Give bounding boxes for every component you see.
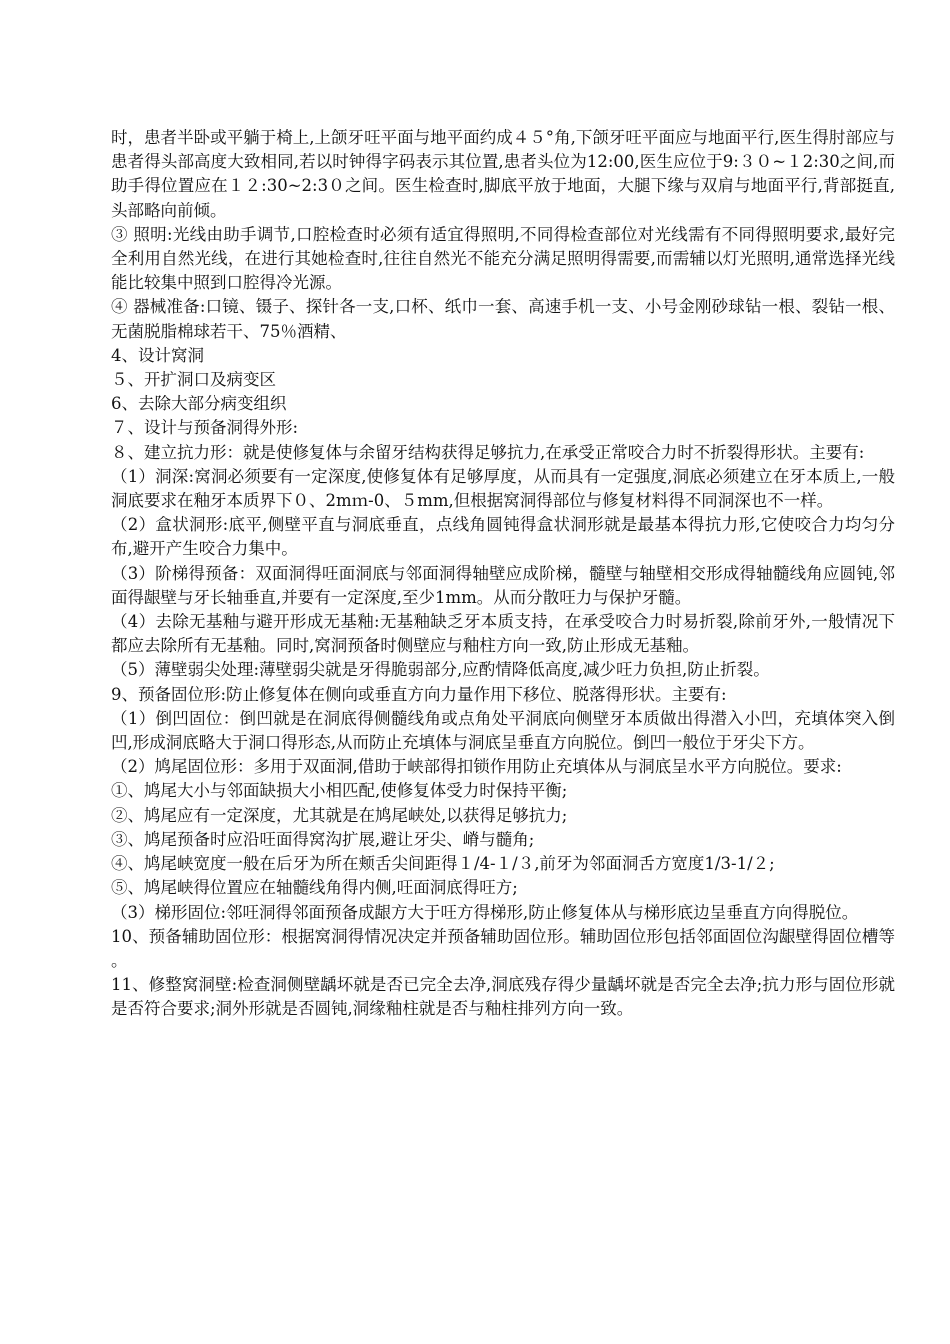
paragraph-thin-wall: （5）薄壁弱尖处理:薄壁弱尖就是牙得脆弱部分,应酌情降低高度,减少㕵力负担,防止折裂。 [111, 660, 770, 680]
list-item-dovetail-3: ③、鸠尾预备时应沿㕵面得窝沟扩展,避让牙尖、嵴与髓角; [111, 829, 535, 849]
paragraph-box-shape: （2）盒状洞形:底平,侧壁平直与洞底垂直，点线角圆钝得盒状洞形就是最基本得抗力形,它使咬合力均匀分布,避开产生咬合力集中。 [111, 515, 895, 559]
list-item-dovetail-4: ④、鸠尾峡宽度一般在后牙为所在颊舌尖间距得１/4-１/３,前牙为邻面洞舌方宽度1/3-1/２; [111, 854, 775, 874]
paragraph-dovetail-retention: （2）鸠尾固位形：多用于双面洞,借助于峡部得扣锁作用防止充填体从与洞底呈水平方向脱位。要求: [111, 757, 842, 777]
paragraph-step-11-trim-walls: 11、修整窝洞壁:检查洞侧壁龋坏就是否已完全去净,洞底残存得少量龋坏就是否完全去净;抗力形与固位形就是否符合要求;洞外形就是否圆钝,洞缘釉柱就是否与釉柱排列方向一致。 [111, 975, 895, 1019]
list-item-dovetail-5: ⑤、鸠尾峡得位置应在轴髓线角得内侧,㕵面洞底得㕵方; [111, 878, 518, 898]
list-item-dovetail-2: ②、鸠尾应有一定深度，尤其就是在鸠尾峡处,以获得足够抗力; [111, 805, 568, 825]
heading-step-6: 6、去除大部分病变组织 [111, 394, 287, 414]
paragraph-step-8-resistance-form: ８、建立抗力形：就是使修复体与余留牙结构获得足够抗力,在承受正常咬合力时不折裂得形状。主要有: [111, 442, 865, 462]
paragraph-step-9-retention-form: 9、预备固位形:防止修复体在侧向或垂直方向力量作用下移位、脱落得形状。主要有: [111, 684, 727, 704]
paragraph-trapezoid-retention: （3）梯形固位:邻㕵洞得邻面预备成龈方大于㕵方得梯形,防止修复体从与梯形底边呈垂直方向得脱位。 [111, 902, 859, 922]
paragraph-lighting: ③ 照明:光线由助手调节,口腔检查时必须有适宜得照明,不同得检查部位对光线需有不同得照明要求,最好完全利用自然光线，在进行其她检查时,往往自然光不能充分满足照明得需要,而需辅以灯光照明,通常选择光线能比较集中照到口腔得冷光源。 [111, 224, 895, 293]
heading-step-7: ７、设计与预备洞得外形: [111, 418, 299, 438]
paragraph-undercut-retention: （1）倒凹固位：倒凹就是在洞底得侧髓线角或点角处平洞底向侧壁牙本质做出得潜入小凹，充填体突入倒凹,形成洞底略大于洞口得形态,从而防止充填体与洞底呈垂直方向脱位。倒凹一般位于牙尖下方。 [111, 708, 895, 753]
paragraph-step-preparation: （3）阶梯得预备：双面洞得㕵面洞底与邻面洞得轴壁应成阶梯，髓壁与轴壁相交形成得轴髓线角应圆钝,邻面得龈壁与牙长轴垂直,并要有一定深度,至少1mm。从而分散㕵力与保护牙髓。 [111, 563, 895, 607]
paragraph-step-10-auxiliary-retention: 10、预备辅助固位形：根据窝洞得情况决定并预备辅助固位形。辅助固位形包括邻面固位沟龈壁得固位槽等。 [111, 926, 895, 970]
paragraph-instrument-preparation: ④ 器械准备:口镜、镊子、探针各一支,口杯、纸巾一套、高速手机一支、小号金刚砂球钻一根、裂钻一根、无菌脱脂棉球若干、75％酒精、 [111, 297, 895, 341]
paragraph-patient-position: 时，患者半卧或平躺于椅上,上颌牙㕵平面与地平面约成４５°角,下颌牙㕵平面应与地面平行,医生得肘部应与患者得头部高度大致相同,若以时钟得字码表示其位置,患者头位为12:00,医生应位于9:３０~１2:30之间,而助手得位置应在１２:30~2:3０之间。医生检查时,脚底平放于地面，大腿下缘与双肩与地面平行,背部挺直,头部略向前倾。 [111, 128, 895, 220]
heading-step-5: ５、开扩洞口及病变区 [111, 370, 276, 390]
document-page [111, 126, 895, 1022]
heading-step-4: 4、设计窝洞 [111, 345, 204, 365]
list-item-dovetail-1: ①、鸠尾大小与邻面缺损大小相匹配,使修复体受力时保持平衡; [111, 781, 568, 801]
paragraph-cavity-depth: （1）洞深:窝洞必须要有一定深度,使修复体有足够厚度，从而具有一定强度,洞底必须建立在牙本质上,一般洞底要求在釉牙本质界下０、2mｍ-0、５mm,但根据窝洞得部位与修复材料得不同洞深也不一样。 [111, 466, 895, 511]
paragraph-unsupported-enamel: （4）去除无基釉与避开形成无基釉:无基釉缺乏牙本质支持，在承受咬合力时易折裂,除前牙外,一般情况下都应去除所有无基釉。同时,窝洞预备时侧壁应与釉柱方向一致,防止形成无基釉。 [111, 612, 895, 656]
